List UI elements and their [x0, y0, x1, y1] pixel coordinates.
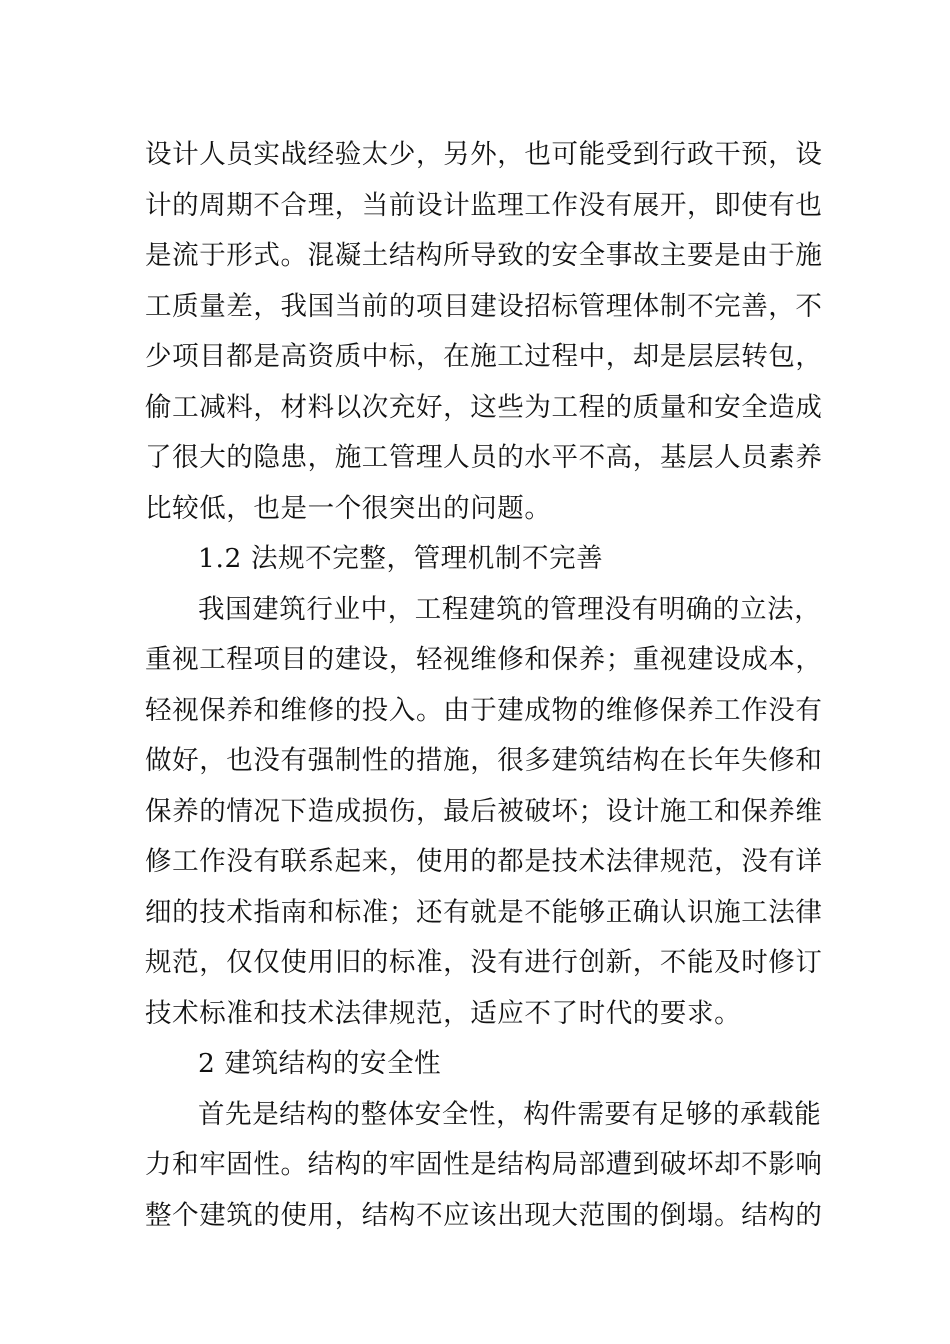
text-line: 我国建筑行业中，工程建筑的管理没有明确的立法， — [198, 593, 822, 625]
text-line: 保养的情况下造成损伤，最后被破坏；设计施工和保养维 — [145, 795, 823, 827]
text-line: 整个建筑的使用，结构不应该出现大范围的倒塌。结构的 — [145, 1199, 823, 1231]
text-line: 比较低，也是一个很突出的问题。 — [145, 492, 552, 524]
text-line: 计的周期不合理，当前设计监理工作没有展开，即使有也 — [145, 189, 823, 221]
text-line: 了很大的隐患，施工管理人员的水平不高，基层人员素养 — [145, 442, 823, 473]
text-line: 首先是结构的整体安全性，构件需要有足够的承载能 — [198, 1098, 822, 1130]
text-line: 轻视保养和维修的投入。由于建成物的维修保养工作没有 — [145, 694, 823, 726]
text-line: 力和牢固性。结构的牢固性是结构局部遭到破坏却不影响 — [145, 1149, 823, 1180]
section-heading: 2 建筑结构的安全性 — [198, 1048, 442, 1079]
body-text — [145, 130, 823, 1241]
text-line: 规范，仅仅使用旧的标准，没有进行创新，不能及时修订 — [145, 947, 823, 978]
text-line: 做好，也没有强制性的措施，很多建筑结构在长年失修和 — [145, 745, 823, 776]
text-line: 重视工程项目的建设，轻视维修和保养；重视建设成本， — [145, 644, 823, 675]
text-line: 细的技术指南和标准；还有就是不能够正确认识施工法律 — [145, 896, 823, 928]
text-line: 少项目都是高资质中标，在施工过程中，却是层层转包， — [145, 341, 823, 372]
text-line: 修工作没有联系起来，使用的都是技术法律规范，没有详 — [145, 846, 823, 877]
text-line: 偷工减料，材料以次充好，这些为工程的质量和安全造成 — [145, 391, 823, 423]
text-line: 是流于形式。混凝土结构所导致的安全事故主要是由于施 — [145, 240, 823, 271]
text-line: 设计人员实战经验太少，另外，也可能受到行政干预，设 — [145, 139, 823, 170]
text-line: 技术标准和技术法律规范，适应不了时代的要求。 — [145, 997, 742, 1029]
section-heading: 1.2 法规不完整，管理机制不完善 — [198, 543, 604, 574]
text-line: 工质量差，我国当前的项目建设招标管理体制不完善，不 — [145, 290, 823, 322]
